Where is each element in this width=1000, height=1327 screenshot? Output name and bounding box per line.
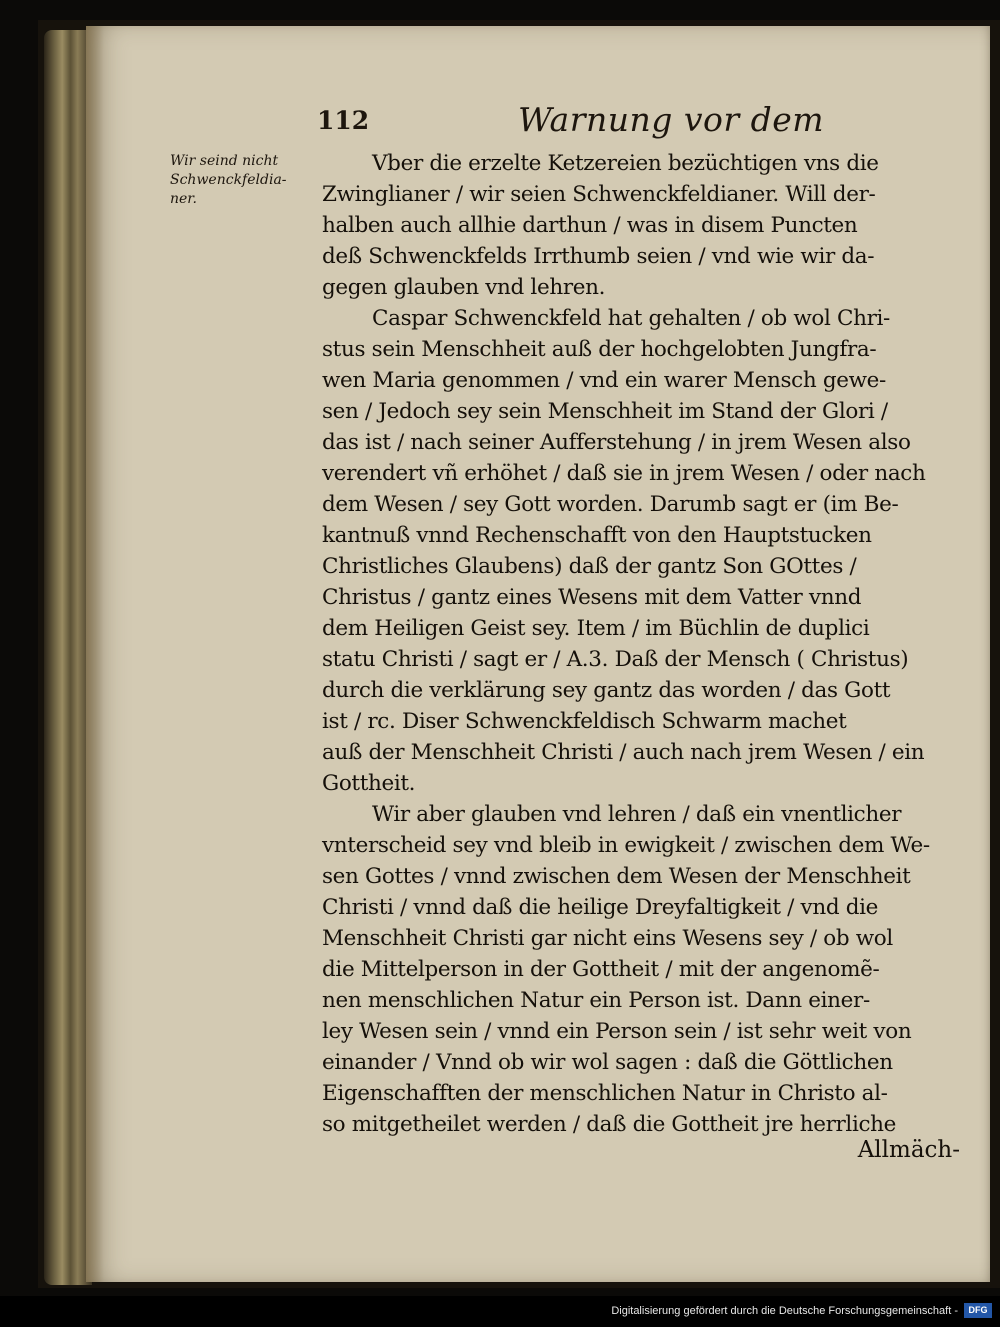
text-line: Eigenschafften der menschlichen Natur in Christo al- — [322, 1081, 888, 1106]
text-line: halben auch allhie darthun / was in disem Puncten — [322, 213, 858, 238]
text-line: sen Gottes / vnnd zwischen dem Wesen der Menschheit — [322, 864, 911, 889]
page-header — [0, 100, 1000, 150]
text-line: wen Maria genommen / vnd ein warer Mensch gewe- — [322, 368, 886, 393]
text-line: durch die verklärung sey gantz das worden / das Gott — [322, 678, 891, 703]
page-gutter-shadow — [86, 26, 104, 1282]
text-line: einander / Vnnd ob wir wol sagen : daß die Göttlichen — [322, 1050, 893, 1075]
text-line: Gottheit. — [322, 771, 416, 796]
book-spine — [44, 30, 92, 1285]
catchword: Allmäch- — [857, 1137, 960, 1163]
marginal-note-line: ner. — [170, 191, 197, 207]
text-line: Christus / gantz eines Wesens mit dem Vatter vnnd — [322, 585, 862, 610]
text-line: deß Schwenckfelds Irrthumb seien / vnd wie wir da- — [322, 244, 875, 269]
text-line: gegen glauben vnd lehren. — [322, 275, 606, 300]
text-line: vnterscheid sey vnd bleib in ewigkeit / zwischen dem We- — [322, 833, 930, 858]
text-line: ley Wesen sein / vnnd ein Person sein / ist sehr weit von — [322, 1019, 912, 1044]
text-line: stus sein Menschheit auß der hochgelobten Jungfra- — [322, 337, 877, 362]
text-line: Christi / vnnd daß die heilige Dreyfaltigkeit / vnd die — [322, 895, 879, 920]
text-line: das ist / nach seiner Aufferstehung / in jrem Wesen also — [322, 430, 911, 455]
text-line: auß der Menschheit Christi / auch nach jrem Wesen / ein — [322, 740, 925, 765]
text-line: sen / Jedoch sey sein Menschheit im Stand der Glori / — [322, 399, 888, 424]
text-line: Zwinglianer / wir seien Schwenckfeldianer. Will der- — [322, 182, 876, 207]
page-number: 112 — [317, 106, 370, 135]
text-line: Caspar Schwenckfeld hat gehalten / ob wol Chri- — [372, 306, 890, 331]
marginal-note-line: Wir seind nicht — [170, 153, 279, 169]
running-title: Warnung vor dem — [518, 100, 825, 139]
text-line: ist / rc. Diser Schwenckfeldisch Schwarm machet — [322, 709, 847, 734]
text-line: Christliches Glaubens) daß der gantz Son GOttes / — [322, 554, 857, 579]
text-line: Wir aber glauben vnd lehren / daß ein vnentlicher — [372, 802, 902, 827]
text-line: die Mittelperson in der Gottheit / mit der angenomẽ- — [322, 957, 880, 982]
marginal-note-line: Schwenckfeldia- — [170, 172, 287, 188]
text-line: so mitgetheilet werden / daß die Gottheit jre herrliche — [322, 1112, 897, 1137]
text-line: statu Christi / sagt er / A.3. Daß der Mensch ( Christus) — [322, 647, 909, 672]
text-line: Vber die erzelte Ketzereien bezüchtigen vns die — [372, 151, 879, 176]
footer-bar — [0, 1296, 1000, 1327]
text-line: verendert vñ erhöhet / daß sie in jrem Wesen / oder nach — [322, 461, 926, 486]
text-line: nen menschlichen Natur ein Person ist. Dann einer- — [322, 988, 870, 1013]
text-line: kantnuß vnnd Rechenschafft von den Hauptstucken — [322, 523, 872, 548]
marginal-note — [170, 152, 310, 209]
dfg-logo: DFG — [964, 1303, 992, 1318]
text-line: dem Wesen / sey Gott worden. Darumb sagt er (im Be- — [322, 492, 899, 517]
funding-credit: Digitalisierung gefördert durch die Deutsche Forschungsgemeinschaft - — [611, 1305, 958, 1317]
body-text — [322, 148, 967, 1140]
text-line: dem Heiligen Geist sey. Item / im Büchlin de duplici — [322, 616, 870, 641]
text-line: Menschheit Christi gar nicht eins Wesens sey / ob wol — [322, 926, 893, 951]
